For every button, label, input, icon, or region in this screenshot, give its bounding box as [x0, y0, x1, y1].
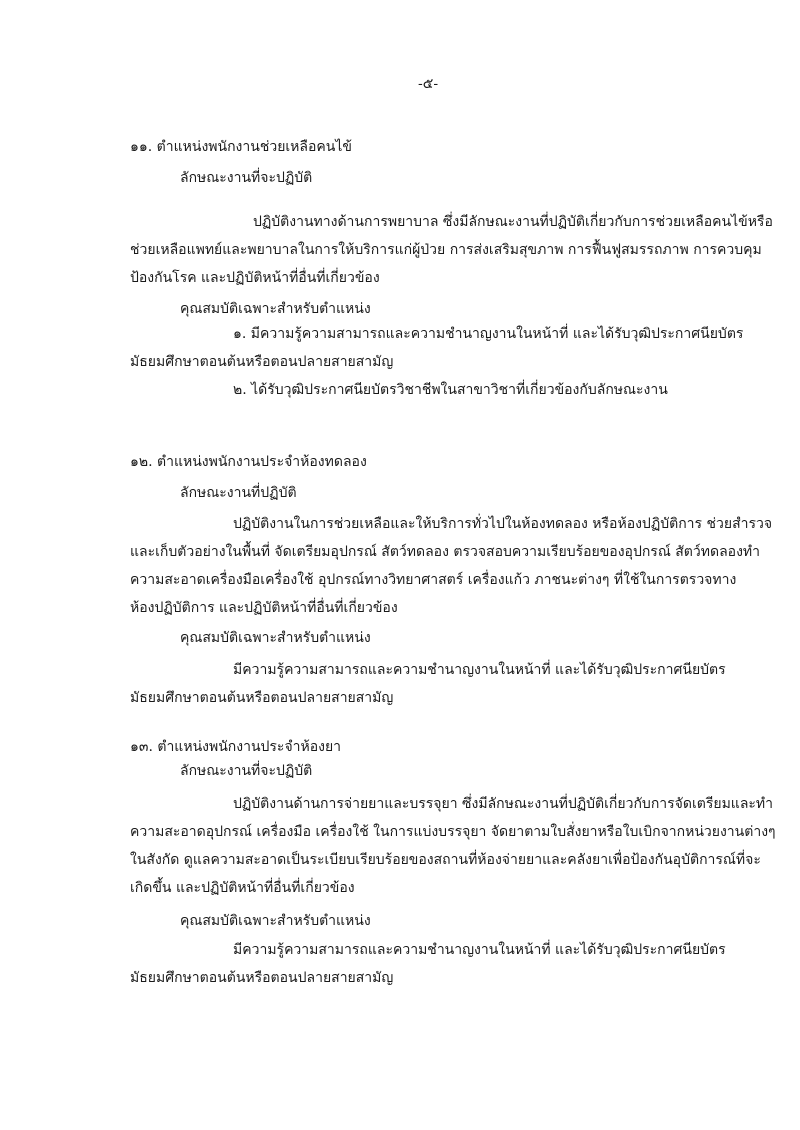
qualification-line: มัธยมศึกษาตอนต้นหรือตอนปลายสายสามัญ: [130, 690, 394, 706]
duty-line: และเก็บตัวอย่างในพื้นที่ จัดเตรียมอุปกรณ์ สัตว์ทดลอง ตรวจสอบความเรียบร้อยของอุปกรณ์ สัตว์ทดลองทำ: [130, 544, 760, 560]
duty-line: ความสะอาดอุปกรณ์ เครื่องมือ เครื่องใช้ ในการแบ่งบรรจุยา จัดยาตามใบสั่งยาหรือใบเบิกจากหน่วยงานต่างๆ: [130, 824, 776, 840]
duty-line: ป้องกันโรค และปฏิบัติหน้าที่อื่นที่เกี่ยวข้อง: [130, 270, 380, 286]
duty-line: ห้องปฏิบัติการ และปฏิบัติหน้าที่อื่นที่เกี่ยวข้อง: [130, 600, 398, 616]
duty-line: ช่วยเหลือแพทย์และพยาบาลในการให้บริการแก่ผู้ป่วย การส่งเสริมสุขภาพ การฟื้นฟูสมรรถภาพ การควบคุม: [130, 242, 762, 258]
qualification-line: มัธยมศึกษาตอนต้นหรือตอนปลายสายสามัญ: [130, 354, 394, 370]
section-heading: ๑๑. ตำแหน่งพนักงานช่วยเหลือคนไข้: [130, 139, 352, 155]
qualification-line: ๑. มีความรู้ความสามารถและความชำนาญงานในหน้าที่ และได้รับวุฒิประกาศนียบัตร: [233, 326, 744, 342]
qualification-title: คุณสมบัติเฉพาะสำหรับตำแหน่ง: [180, 913, 371, 929]
section-heading: ๑๒. ตำแหน่งพนักงานประจำห้องทดลอง: [130, 454, 367, 470]
qualification-line: มัธยมศึกษาตอนต้นหรือตอนปลายสายสามัญ: [130, 970, 394, 986]
qualification-line: มีความรู้ความสามารถและความชำนาญงานในหน้าที่ และได้รับวุฒิประกาศนียบัตร: [233, 662, 726, 678]
qualification-title: คุณสมบัติเฉพาะสำหรับตำแหน่ง: [180, 301, 371, 317]
duty-title: ลักษณะงานที่จะปฏิบัติ: [180, 763, 313, 779]
duty-line: ปฏิบัติงานทางด้านการพยาบาล ซึ่งมีลักษณะงานที่ปฏิบัติเกี่ยวกับการช่วยเหลือคนไข้หรือ: [253, 214, 773, 230]
duty-line: ปฏิบัติงานในการช่วยเหลือและให้บริการทั่วไปในห้องทดลอง หรือห้องปฏิบัติการ ช่วยสำรวจ: [233, 516, 773, 532]
duty-title: ลักษณะงานที่จะปฏิบัติ: [180, 170, 313, 186]
duty-line: ในสังกัด ดูแลความสะอาดเป็นระเบียบเรียบร้อยของสถานที่ห้องจ่ายยาและคลังยาเพื่อป้องกันอุบัติการณ์ที่จะ: [130, 852, 761, 868]
qualification-title: คุณสมบัติเฉพาะสำหรับตำแหน่ง: [180, 630, 371, 646]
duty-line: เกิดขึ้น และปฏิบัติหน้าที่อื่นที่เกี่ยวข้อง: [130, 880, 355, 896]
duty-line: ปฏิบัติงานด้านการจ่ายยาและบรรจุยา ซึ่งมีลักษณะงานที่ปฏิบัติเกี่ยวกับการจัดเตรียมและทำ: [233, 796, 774, 812]
page-number: -๕-: [418, 76, 439, 92]
duty-line: ความสะอาดเครื่องมือเครื่องใช้ อุปกรณ์ทางวิทยาศาสตร์ เครื่องแก้ว ภาชนะต่างๆ ที่ใช้ในการตรวจทาง: [130, 572, 737, 588]
section-heading: ๑๓. ตำแหน่งพนักงานประจำห้องยา: [130, 739, 342, 755]
duty-title: ลักษณะงานที่ปฏิบัติ: [180, 485, 297, 501]
qualification-line: มีความรู้ความสามารถและความชำนาญงานในหน้าที่ และได้รับวุฒิประกาศนียบัตร: [233, 942, 726, 958]
qualification-line: ๒. ได้รับวุฒิประกาศนียบัตรวิชาชีพในสาขาวิชาที่เกี่ยวข้องกับลักษณะงาน: [233, 382, 668, 398]
